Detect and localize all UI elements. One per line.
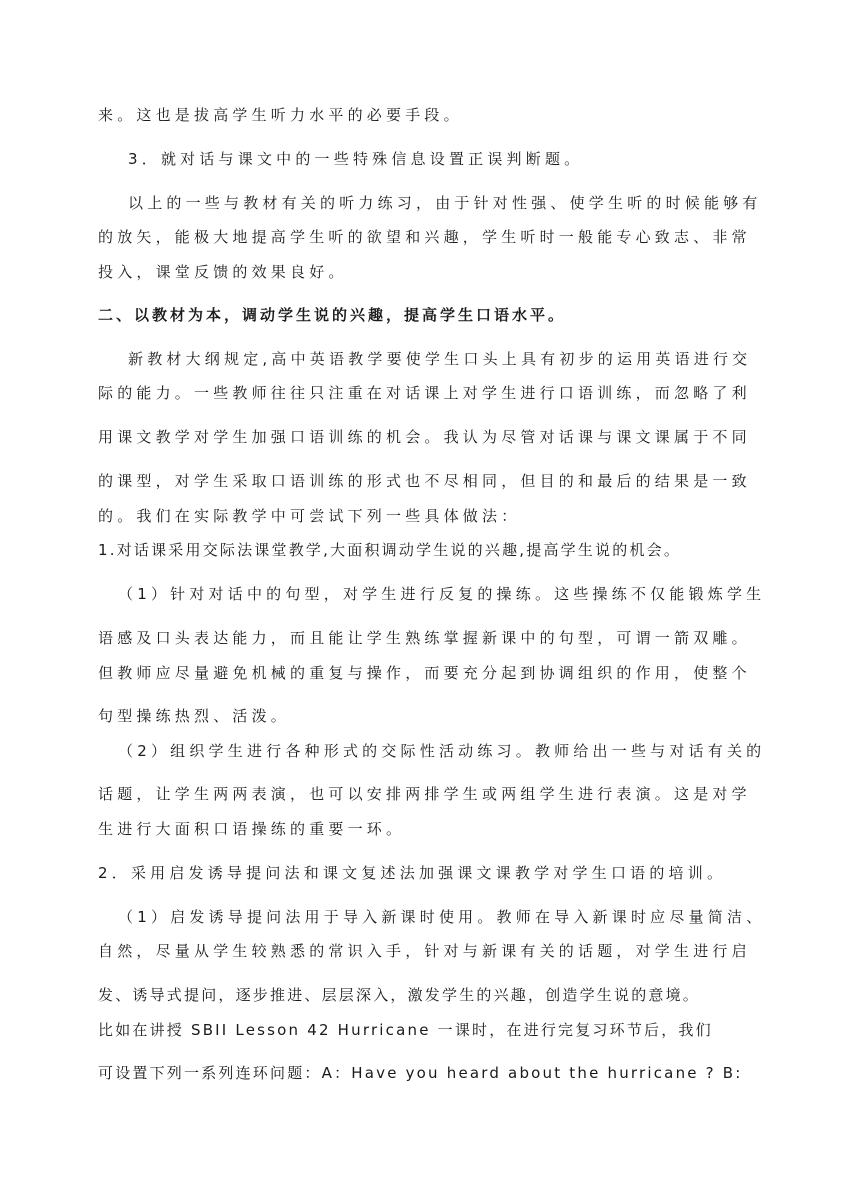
text-line: 句型操练热烈、活泼。 (98, 707, 291, 725)
text-line: 1.对话课采用交际法课堂教学,大面积调动学生说的兴趣,提高学生说的机会。 (98, 541, 682, 559)
text-line: 比如在讲授 SBII Lesson 42 Hurricane 一课时，在进行完复习环节后，我们 (98, 1021, 713, 1039)
text-line: 2．采用启发诱导提问法和课文复述法加强课文课教学对学生口语的培训。 (98, 864, 727, 882)
text-line: 的放矢，能极大地提高学生听的欲望和兴趣，学生听时一般能专心致志、非常 (98, 228, 751, 246)
text-line: 用课文教学对学生加强口语训练的机会。我认为尽管对话课与课文课属于不同 (98, 428, 751, 446)
text-line: （2）组织学生进行各种形式的交际性活动练习。教师给出一些与对话有关的 (118, 742, 766, 760)
text-line: 3．就对话与课文中的一些特殊信息设置正误判断题。 (128, 150, 584, 168)
text-line: （1）针对对话中的句型，对学生进行反复的操练。这些操练不仅能锻炼学生 (118, 585, 766, 603)
text-line: 新教材大纲规定,高中英语教学要使学生口头上具有初步的运用英语进行交 (128, 350, 752, 368)
text-line: 投入，课堂反馈的效果良好。 (98, 263, 348, 281)
section-heading: 二、以教材为本，调动学生说的兴趣，提高学生口语水平。 (98, 306, 567, 324)
text-line: 生进行大面积口语操练的重要一环。 (98, 820, 406, 838)
text-line: 的。我们在实际教学中可尝试下列一些具体做法： (98, 507, 521, 525)
text-line: 以上的一些与教材有关的听力练习，由于针对性强、使学生听的时候能够有 (128, 194, 762, 212)
text-line: 发、诱导式提问，逐步推进、层层深入，激发学生的兴趣，创造学生说的意境。 (98, 986, 701, 1004)
text-line: 可设置下列一系列连环问题：A：Have you heard about the hurricane ? B: (98, 1064, 743, 1082)
text-line: 的课型，对学生采取口语训练的形式也不尽相同，但目的和最后的结果是一致 (98, 472, 751, 490)
text-line: 自然，尽量从学生较熟悉的常识入手，针对与新课有关的话题，对学生进行启 (98, 942, 751, 960)
text-line: 话题，让学生两两表演，也可以安排两排学生或两组学生进行表演。这是对学 (98, 785, 751, 803)
text-line: 但教师应尽量避免机械的重复与操作，而要充分起到协调组织的作用，使整个 (98, 664, 751, 682)
text-line: （1）启发诱导提问法用于导入新课时使用。教师在导入新课时应尽量简洁、 (118, 908, 766, 926)
text-line: 来。这也是拔高学生听力水平的必要手段。 (98, 106, 463, 124)
text-line: 际的能力。一些教师往往只注重在对话课上对学生进行口语训练，而忽略了利 (98, 384, 751, 402)
text-line: 语感及口头表达能力，而且能让学生熟练掌握新课中的句型，可谓一箭双雕。 (98, 629, 751, 647)
